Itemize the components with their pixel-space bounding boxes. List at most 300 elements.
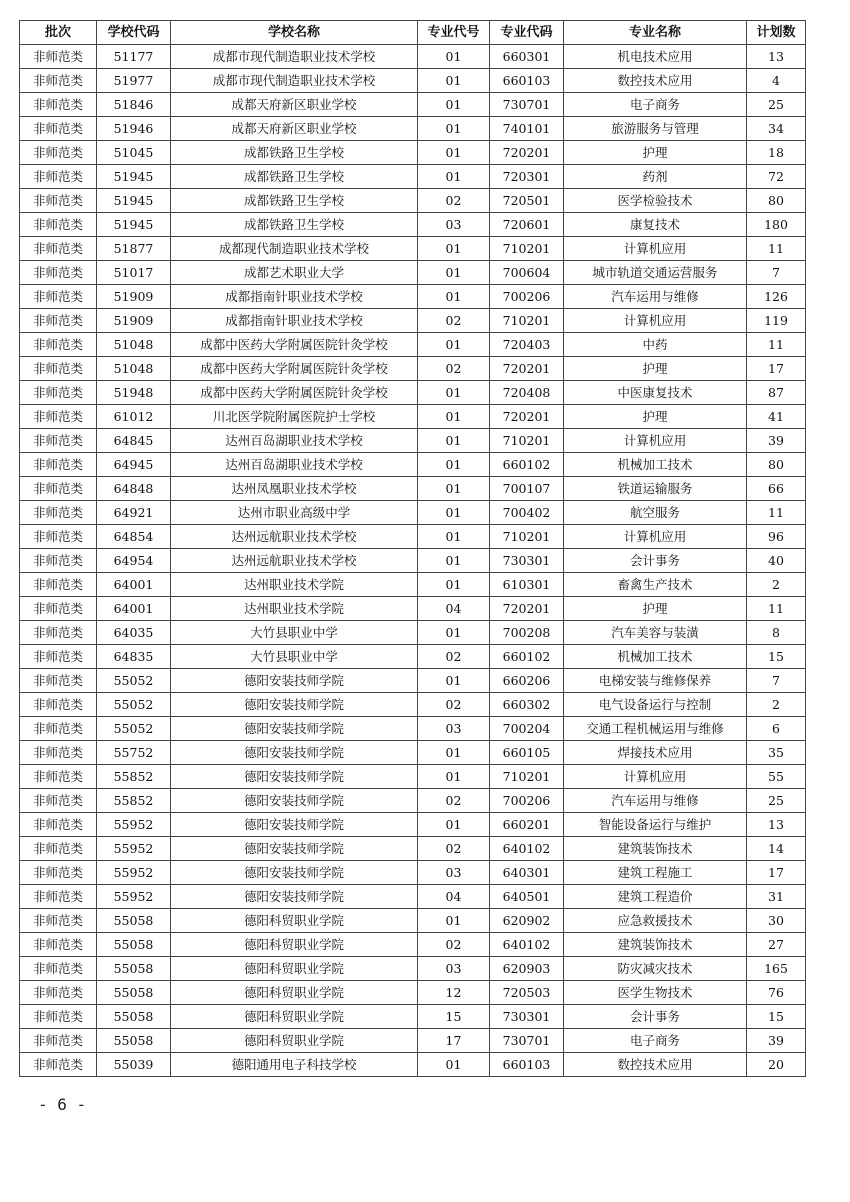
plan-count-cell: 25 xyxy=(747,789,806,813)
major-code-cell: 730701 xyxy=(490,93,564,117)
school-code-cell: 51977 xyxy=(97,69,171,93)
major-code-cell: 700204 xyxy=(490,717,564,741)
batch-cell: 非师范类 xyxy=(20,285,97,309)
plan-count-cell: 35 xyxy=(747,741,806,765)
plan-count-cell: 96 xyxy=(747,525,806,549)
major-code-cell: 720201 xyxy=(490,357,564,381)
table-row xyxy=(20,741,806,765)
school-code-cell: 55852 xyxy=(97,765,171,789)
batch-cell: 非师范类 xyxy=(20,981,97,1005)
page-number: - 6 - xyxy=(38,1095,87,1114)
batch-cell: 非师范类 xyxy=(20,741,97,765)
major-name-cell: 电梯安装与维修保养 xyxy=(564,669,747,693)
school-code-cell: 51048 xyxy=(97,357,171,381)
major-number-cell: 01 xyxy=(418,429,490,453)
major-number-cell: 01 xyxy=(418,453,490,477)
header-school-code: 学校代码 xyxy=(97,21,171,45)
batch-cell: 非师范类 xyxy=(20,669,97,693)
table-row xyxy=(20,981,806,1005)
school-code-cell: 51048 xyxy=(97,333,171,357)
plan-count-cell: 7 xyxy=(747,669,806,693)
plan-count-cell: 6 xyxy=(747,717,806,741)
major-number-cell: 12 xyxy=(418,981,490,1005)
table-row xyxy=(20,573,806,597)
major-code-cell: 720501 xyxy=(490,189,564,213)
header-major-code: 专业代码 xyxy=(490,21,564,45)
table-row xyxy=(20,357,806,381)
major-number-cell: 02 xyxy=(418,309,490,333)
school-name-cell: 德阳安装技师学院 xyxy=(171,717,418,741)
major-number-cell: 04 xyxy=(418,597,490,621)
table-row xyxy=(20,45,806,69)
school-code-cell: 55058 xyxy=(97,909,171,933)
plan-count-cell: 66 xyxy=(747,477,806,501)
batch-cell: 非师范类 xyxy=(20,957,97,981)
school-code-cell: 55058 xyxy=(97,1005,171,1029)
plan-count-cell: 87 xyxy=(747,381,806,405)
batch-cell: 非师范类 xyxy=(20,501,97,525)
major-name-cell: 建筑工程施工 xyxy=(564,861,747,885)
major-number-cell: 01 xyxy=(418,477,490,501)
major-code-cell: 710201 xyxy=(490,429,564,453)
school-name-cell: 成都现代制造职业技术学校 xyxy=(171,237,418,261)
plan-count-cell: 55 xyxy=(747,765,806,789)
major-code-cell: 640102 xyxy=(490,837,564,861)
school-code-cell: 64035 xyxy=(97,621,171,645)
plan-count-cell: 11 xyxy=(747,597,806,621)
table-header-row xyxy=(20,21,806,45)
plan-count-cell: 2 xyxy=(747,573,806,597)
school-code-cell: 55058 xyxy=(97,957,171,981)
major-number-cell: 03 xyxy=(418,717,490,741)
header-plan-count: 计划数 xyxy=(747,21,806,45)
batch-cell: 非师范类 xyxy=(20,333,97,357)
major-name-cell: 防灾减灾技术 xyxy=(564,957,747,981)
school-code-cell: 55752 xyxy=(97,741,171,765)
batch-cell: 非师范类 xyxy=(20,693,97,717)
major-name-cell: 计算机应用 xyxy=(564,237,747,261)
school-code-cell: 51945 xyxy=(97,189,171,213)
major-code-cell: 660102 xyxy=(490,645,564,669)
major-number-cell: 01 xyxy=(418,573,490,597)
header-major-name: 专业名称 xyxy=(564,21,747,45)
major-code-cell: 660302 xyxy=(490,693,564,717)
major-name-cell: 计算机应用 xyxy=(564,765,747,789)
school-name-cell: 德阳安装技师学院 xyxy=(171,861,418,885)
table-row xyxy=(20,141,806,165)
major-code-cell: 660105 xyxy=(490,741,564,765)
table-row xyxy=(20,333,806,357)
major-number-cell: 01 xyxy=(418,261,490,285)
batch-cell: 非师范类 xyxy=(20,597,97,621)
major-name-cell: 数控技术应用 xyxy=(564,1053,747,1077)
school-name-cell: 德阳科贸职业学院 xyxy=(171,909,418,933)
batch-cell: 非师范类 xyxy=(20,789,97,813)
school-code-cell: 64001 xyxy=(97,573,171,597)
table-row xyxy=(20,69,806,93)
school-name-cell: 德阳科贸职业学院 xyxy=(171,1029,418,1053)
batch-cell: 非师范类 xyxy=(20,45,97,69)
batch-cell: 非师范类 xyxy=(20,909,97,933)
major-name-cell: 会计事务 xyxy=(564,549,747,573)
plan-count-cell: 180 xyxy=(747,213,806,237)
school-name-cell: 川北医学院附属医院护士学校 xyxy=(171,405,418,429)
major-code-cell: 620903 xyxy=(490,957,564,981)
major-number-cell: 03 xyxy=(418,957,490,981)
school-name-cell: 德阳安装技师学院 xyxy=(171,741,418,765)
major-number-cell: 01 xyxy=(418,69,490,93)
major-code-cell: 660103 xyxy=(490,69,564,93)
major-number-cell: 02 xyxy=(418,189,490,213)
school-name-cell: 成都中医药大学附属医院针灸学校 xyxy=(171,357,418,381)
major-name-cell: 护理 xyxy=(564,141,747,165)
major-code-cell: 610301 xyxy=(490,573,564,597)
major-number-cell: 02 xyxy=(418,693,490,717)
plan-count-cell: 18 xyxy=(747,141,806,165)
plan-count-cell: 34 xyxy=(747,117,806,141)
major-number-cell: 01 xyxy=(418,1053,490,1077)
major-name-cell: 计算机应用 xyxy=(564,525,747,549)
major-code-cell: 660206 xyxy=(490,669,564,693)
batch-cell: 非师范类 xyxy=(20,309,97,333)
school-code-cell: 64848 xyxy=(97,477,171,501)
major-code-cell: 720201 xyxy=(490,597,564,621)
table-row xyxy=(20,237,806,261)
school-code-cell: 64001 xyxy=(97,597,171,621)
school-code-cell: 55052 xyxy=(97,693,171,717)
school-name-cell: 德阳安装技师学院 xyxy=(171,693,418,717)
school-code-cell: 64845 xyxy=(97,429,171,453)
plan-count-cell: 8 xyxy=(747,621,806,645)
major-number-cell: 02 xyxy=(418,789,490,813)
batch-cell: 非师范类 xyxy=(20,1053,97,1077)
school-name-cell: 达州百岛湖职业技术学校 xyxy=(171,453,418,477)
plan-count-cell: 72 xyxy=(747,165,806,189)
major-name-cell: 城市轨道交通运营服务 xyxy=(564,261,747,285)
plan-count-cell: 76 xyxy=(747,981,806,1005)
major-number-cell: 03 xyxy=(418,861,490,885)
major-name-cell: 汽车美容与装潢 xyxy=(564,621,747,645)
major-number-cell: 01 xyxy=(418,45,490,69)
major-code-cell: 720403 xyxy=(490,333,564,357)
major-number-cell: 01 xyxy=(418,765,490,789)
table-row xyxy=(20,477,806,501)
school-code-cell: 55852 xyxy=(97,789,171,813)
school-code-cell: 51846 xyxy=(97,93,171,117)
major-name-cell: 交通工程机械运用与维修 xyxy=(564,717,747,741)
school-code-cell: 51017 xyxy=(97,261,171,285)
batch-cell: 非师范类 xyxy=(20,213,97,237)
school-code-cell: 51945 xyxy=(97,165,171,189)
table-row xyxy=(20,117,806,141)
plan-count-cell: 80 xyxy=(747,189,806,213)
major-code-cell: 700206 xyxy=(490,285,564,309)
plan-count-cell: 13 xyxy=(747,813,806,837)
major-number-cell: 02 xyxy=(418,645,490,669)
school-name-cell: 德阳科贸职业学院 xyxy=(171,933,418,957)
plan-count-cell: 41 xyxy=(747,405,806,429)
table-row xyxy=(20,285,806,309)
major-code-cell: 700206 xyxy=(490,789,564,813)
batch-cell: 非师范类 xyxy=(20,717,97,741)
major-code-cell: 740101 xyxy=(490,117,564,141)
batch-cell: 非师范类 xyxy=(20,933,97,957)
school-code-cell: 64835 xyxy=(97,645,171,669)
school-name-cell: 德阳科贸职业学院 xyxy=(171,957,418,981)
major-code-cell: 640102 xyxy=(490,933,564,957)
plan-count-cell: 11 xyxy=(747,333,806,357)
school-code-cell: 55952 xyxy=(97,861,171,885)
plan-count-cell: 119 xyxy=(747,309,806,333)
major-name-cell: 建筑装饰技术 xyxy=(564,837,747,861)
batch-cell: 非师范类 xyxy=(20,381,97,405)
major-number-cell: 01 xyxy=(418,669,490,693)
major-name-cell: 焊接技术应用 xyxy=(564,741,747,765)
major-code-cell: 710201 xyxy=(490,525,564,549)
major-number-cell: 01 xyxy=(418,165,490,189)
major-number-cell: 02 xyxy=(418,357,490,381)
batch-cell: 非师范类 xyxy=(20,405,97,429)
major-number-cell: 01 xyxy=(418,813,490,837)
major-name-cell: 药剂 xyxy=(564,165,747,189)
major-name-cell: 中药 xyxy=(564,333,747,357)
school-name-cell: 成都艺术职业大学 xyxy=(171,261,418,285)
major-code-cell: 700107 xyxy=(490,477,564,501)
school-name-cell: 德阳安装技师学院 xyxy=(171,885,418,909)
major-code-cell: 700402 xyxy=(490,501,564,525)
school-name-cell: 成都中医药大学附属医院针灸学校 xyxy=(171,381,418,405)
major-code-cell: 640501 xyxy=(490,885,564,909)
batch-cell: 非师范类 xyxy=(20,117,97,141)
school-name-cell: 成都指南针职业技术学校 xyxy=(171,309,418,333)
major-number-cell: 01 xyxy=(418,909,490,933)
school-code-cell: 55952 xyxy=(97,885,171,909)
plan-count-cell: 27 xyxy=(747,933,806,957)
school-name-cell: 达州远航职业技术学校 xyxy=(171,549,418,573)
plan-count-cell: 30 xyxy=(747,909,806,933)
school-name-cell: 成都铁路卫生学校 xyxy=(171,213,418,237)
school-name-cell: 德阳安装技师学院 xyxy=(171,765,418,789)
table-row xyxy=(20,837,806,861)
school-name-cell: 达州凤凰职业技术学校 xyxy=(171,477,418,501)
major-code-cell: 620902 xyxy=(490,909,564,933)
school-code-cell: 61012 xyxy=(97,405,171,429)
batch-cell: 非师范类 xyxy=(20,357,97,381)
school-name-cell: 成都铁路卫生学校 xyxy=(171,141,418,165)
major-name-cell: 护理 xyxy=(564,357,747,381)
plan-count-cell: 31 xyxy=(747,885,806,909)
major-name-cell: 护理 xyxy=(564,597,747,621)
school-code-cell: 51946 xyxy=(97,117,171,141)
plan-count-cell: 40 xyxy=(747,549,806,573)
table-row xyxy=(20,909,806,933)
major-number-cell: 17 xyxy=(418,1029,490,1053)
major-name-cell: 护理 xyxy=(564,405,747,429)
plan-count-cell: 17 xyxy=(747,357,806,381)
plan-count-cell: 13 xyxy=(747,45,806,69)
plan-count-cell: 25 xyxy=(747,93,806,117)
plan-count-cell: 126 xyxy=(747,285,806,309)
table-row xyxy=(20,429,806,453)
table-row xyxy=(20,645,806,669)
school-code-cell: 64854 xyxy=(97,525,171,549)
school-code-cell: 51045 xyxy=(97,141,171,165)
major-code-cell: 720601 xyxy=(490,213,564,237)
major-number-cell: 01 xyxy=(418,93,490,117)
major-name-cell: 旅游服务与管理 xyxy=(564,117,747,141)
school-code-cell: 51177 xyxy=(97,45,171,69)
batch-cell: 非师范类 xyxy=(20,93,97,117)
school-name-cell: 德阳科贸职业学院 xyxy=(171,1005,418,1029)
major-number-cell: 01 xyxy=(418,333,490,357)
school-name-cell: 德阳安装技师学院 xyxy=(171,669,418,693)
school-name-cell: 德阳安装技师学院 xyxy=(171,837,418,861)
major-name-cell: 计算机应用 xyxy=(564,309,747,333)
enrollment-plan-table xyxy=(19,20,806,1077)
batch-cell: 非师范类 xyxy=(20,525,97,549)
major-name-cell: 康复技术 xyxy=(564,213,747,237)
major-code-cell: 720503 xyxy=(490,981,564,1005)
major-name-cell: 医学检验技术 xyxy=(564,189,747,213)
table-row xyxy=(20,1005,806,1029)
major-name-cell: 应急救援技术 xyxy=(564,909,747,933)
batch-cell: 非师范类 xyxy=(20,141,97,165)
major-code-cell: 730301 xyxy=(490,549,564,573)
table-body xyxy=(20,45,806,1077)
major-code-cell: 720201 xyxy=(490,405,564,429)
major-number-cell: 01 xyxy=(418,285,490,309)
table-row xyxy=(20,717,806,741)
school-name-cell: 大竹县职业中学 xyxy=(171,621,418,645)
plan-count-cell: 39 xyxy=(747,429,806,453)
school-name-cell: 成都市现代制造职业技术学校 xyxy=(171,45,418,69)
major-code-cell: 720301 xyxy=(490,165,564,189)
table-row xyxy=(20,789,806,813)
school-name-cell: 达州职业技术学院 xyxy=(171,597,418,621)
table-row xyxy=(20,669,806,693)
major-code-cell: 710201 xyxy=(490,309,564,333)
batch-cell: 非师范类 xyxy=(20,69,97,93)
major-name-cell: 机械加工技术 xyxy=(564,645,747,669)
plan-count-cell: 80 xyxy=(747,453,806,477)
plan-count-cell: 4 xyxy=(747,69,806,93)
plan-count-cell: 2 xyxy=(747,693,806,717)
major-code-cell: 660301 xyxy=(490,45,564,69)
major-code-cell: 730301 xyxy=(490,1005,564,1029)
school-code-cell: 55039 xyxy=(97,1053,171,1077)
school-code-cell: 55058 xyxy=(97,933,171,957)
school-code-cell: 51948 xyxy=(97,381,171,405)
major-name-cell: 中医康复技术 xyxy=(564,381,747,405)
table-row xyxy=(20,861,806,885)
school-name-cell: 成都铁路卫生学校 xyxy=(171,165,418,189)
major-number-cell: 01 xyxy=(418,741,490,765)
table-row xyxy=(20,453,806,477)
school-code-cell: 55052 xyxy=(97,669,171,693)
major-name-cell: 航空服务 xyxy=(564,501,747,525)
table-row xyxy=(20,405,806,429)
header-school-name: 学校名称 xyxy=(171,21,418,45)
table-row xyxy=(20,381,806,405)
batch-cell: 非师范类 xyxy=(20,1029,97,1053)
batch-cell: 非师范类 xyxy=(20,237,97,261)
major-name-cell: 数控技术应用 xyxy=(564,69,747,93)
major-name-cell: 计算机应用 xyxy=(564,429,747,453)
major-code-cell: 640301 xyxy=(490,861,564,885)
major-name-cell: 电子商务 xyxy=(564,1029,747,1053)
school-name-cell: 成都中医药大学附属医院针灸学校 xyxy=(171,333,418,357)
major-name-cell: 智能设备运行与维护 xyxy=(564,813,747,837)
batch-cell: 非师范类 xyxy=(20,165,97,189)
header-batch: 批次 xyxy=(20,21,97,45)
batch-cell: 非师范类 xyxy=(20,645,97,669)
table-row xyxy=(20,525,806,549)
school-code-cell: 51909 xyxy=(97,285,171,309)
school-code-cell: 55052 xyxy=(97,717,171,741)
major-number-cell: 01 xyxy=(418,525,490,549)
school-code-cell: 55058 xyxy=(97,1029,171,1053)
table-row xyxy=(20,597,806,621)
major-name-cell: 铁道运输服务 xyxy=(564,477,747,501)
major-number-cell: 01 xyxy=(418,549,490,573)
major-number-cell: 01 xyxy=(418,501,490,525)
batch-cell: 非师范类 xyxy=(20,261,97,285)
major-name-cell: 汽车运用与维修 xyxy=(564,285,747,309)
major-name-cell: 建筑装饰技术 xyxy=(564,933,747,957)
plan-count-cell: 14 xyxy=(747,837,806,861)
major-code-cell: 700604 xyxy=(490,261,564,285)
school-name-cell: 达州职业技术学院 xyxy=(171,573,418,597)
table-row xyxy=(20,261,806,285)
school-name-cell: 达州远航职业技术学校 xyxy=(171,525,418,549)
table-row xyxy=(20,693,806,717)
batch-cell: 非师范类 xyxy=(20,429,97,453)
major-code-cell: 720201 xyxy=(490,141,564,165)
school-name-cell: 成都铁路卫生学校 xyxy=(171,189,418,213)
school-code-cell: 55952 xyxy=(97,837,171,861)
major-number-cell: 01 xyxy=(418,405,490,429)
table-row xyxy=(20,93,806,117)
school-code-cell: 51909 xyxy=(97,309,171,333)
plan-count-cell: 11 xyxy=(747,237,806,261)
batch-cell: 非师范类 xyxy=(20,837,97,861)
major-name-cell: 电子商务 xyxy=(564,93,747,117)
major-number-cell: 01 xyxy=(418,381,490,405)
major-code-cell: 710201 xyxy=(490,237,564,261)
major-name-cell: 电气设备运行与控制 xyxy=(564,693,747,717)
batch-cell: 非师范类 xyxy=(20,1005,97,1029)
major-number-cell: 01 xyxy=(418,621,490,645)
major-code-cell: 710201 xyxy=(490,765,564,789)
major-name-cell: 医学生物技术 xyxy=(564,981,747,1005)
batch-cell: 非师范类 xyxy=(20,453,97,477)
school-name-cell: 德阳安装技师学院 xyxy=(171,789,418,813)
table-row xyxy=(20,501,806,525)
major-name-cell: 机电技术应用 xyxy=(564,45,747,69)
table-row xyxy=(20,957,806,981)
school-code-cell: 55058 xyxy=(97,981,171,1005)
batch-cell: 非师范类 xyxy=(20,189,97,213)
school-name-cell: 成都天府新区职业学校 xyxy=(171,117,418,141)
school-name-cell: 德阳安装技师学院 xyxy=(171,813,418,837)
school-code-cell: 51877 xyxy=(97,237,171,261)
school-name-cell: 达州市职业高级中学 xyxy=(171,501,418,525)
major-name-cell: 建筑工程造价 xyxy=(564,885,747,909)
major-code-cell: 660102 xyxy=(490,453,564,477)
major-number-cell: 03 xyxy=(418,213,490,237)
major-code-cell: 720408 xyxy=(490,381,564,405)
plan-count-cell: 15 xyxy=(747,645,806,669)
